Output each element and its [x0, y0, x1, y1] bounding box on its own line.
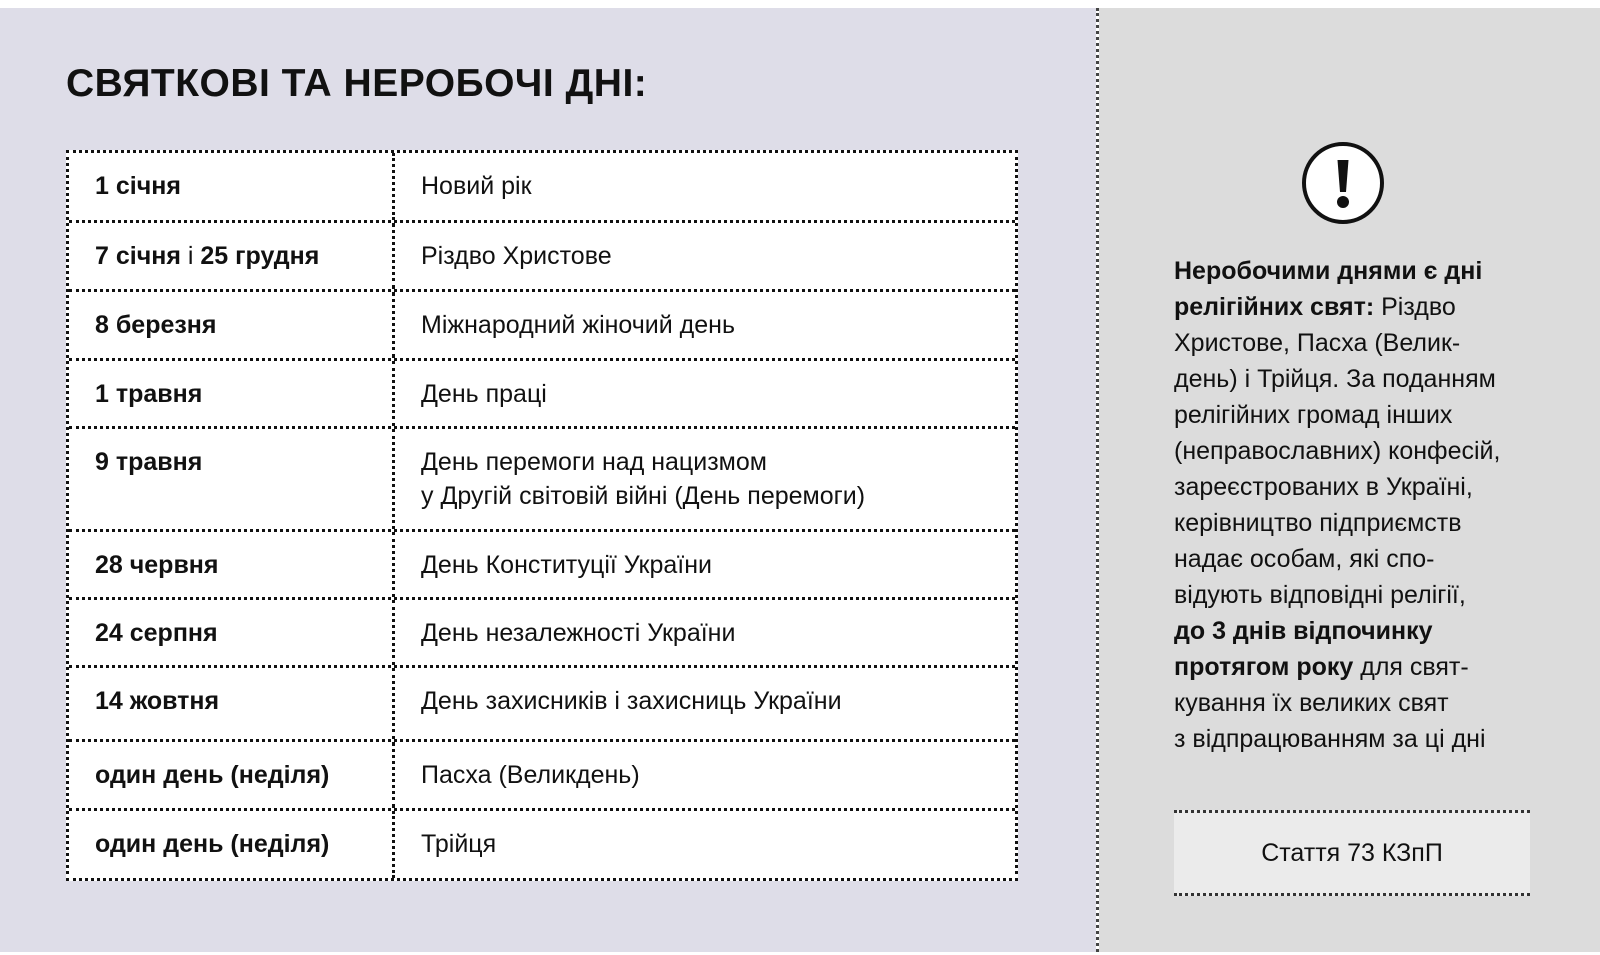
table-row: [69, 532, 1015, 600]
law-reference: Стаття 73 КЗпП: [1174, 810, 1530, 896]
holiday-date: 9 травня: [69, 429, 395, 529]
note-text: відують відповідні релігії,: [1174, 581, 1466, 609]
note-line: [1174, 577, 1554, 613]
table-row: [69, 742, 1015, 811]
holiday-name: Різдво Христове: [421, 242, 612, 270]
note-text: релігійних громад інших: [1174, 401, 1453, 429]
exclamation-circle-icon: [1302, 142, 1384, 224]
holiday-name: Новий рік: [421, 172, 532, 200]
holiday-date: 8 березня: [69, 292, 395, 358]
holiday-date: 24 серпня: [69, 600, 395, 665]
table-row: [69, 811, 1015, 878]
page: [0, 8, 1600, 952]
note-line: [1174, 613, 1554, 649]
note-line: [1174, 649, 1554, 685]
note-text: кування їх великих свят: [1174, 689, 1449, 717]
holiday-date: [69, 223, 395, 289]
table-row: [69, 429, 1015, 532]
note-text: керівництво підприємств: [1174, 509, 1462, 537]
note-line: [1174, 469, 1554, 505]
holiday-name: Пасха (Великдень): [421, 761, 640, 789]
holiday-date-connector: і: [180, 242, 201, 270]
holiday-date: 1 травня: [69, 361, 395, 426]
note-text: для свят-: [1353, 653, 1469, 681]
note-text: (неправославних) конфесій,: [1174, 437, 1501, 465]
holiday-date: 28 червня: [69, 532, 395, 597]
holiday-date-first: 7 січня: [95, 242, 181, 270]
holiday-name-line: у Другій світовій війні (День перемоги): [421, 482, 866, 510]
holiday-name: День захисників і захисниць України: [421, 687, 842, 715]
note-line: [1174, 505, 1554, 541]
note-line: [1174, 397, 1554, 433]
table-row: [69, 292, 1015, 361]
note-text: Христове, Пасха (Велик-: [1174, 329, 1461, 357]
note-line: [1174, 361, 1554, 397]
holiday-name: День Конституції України: [421, 551, 713, 579]
note-bold-text: до 3 днів відпочинку: [1174, 617, 1433, 645]
note-bold-text: релігійних свят:: [1174, 293, 1375, 321]
holiday-name: Міжнародний жіночий день: [421, 311, 736, 339]
note-text: Різдво: [1374, 293, 1456, 321]
note-line: [1174, 685, 1554, 721]
note-text: з відпрацюванням за ці дні: [1174, 725, 1486, 753]
holiday-name: Трійця: [421, 830, 497, 858]
note-line: [1174, 433, 1554, 469]
holiday-date: один день (неділя): [69, 811, 395, 878]
holiday-date: один день (неділя): [69, 742, 395, 808]
table-row: [69, 668, 1015, 742]
holiday-name: День незалежності України: [421, 619, 736, 647]
holidays-panel: [0, 8, 1096, 952]
holiday-date: 14 жовтня: [69, 668, 395, 739]
non-working-days-note: [1174, 253, 1554, 757]
note-line: [1174, 253, 1554, 289]
note-bold-text: протягом року: [1174, 653, 1354, 681]
table-row: [69, 600, 1015, 668]
holiday-name-line: День перемоги над нацизмом: [421, 448, 767, 476]
holidays-table: [66, 150, 1018, 881]
page-title: СВЯТКОВІ ТА НЕРОБОЧІ ДНІ:: [66, 62, 648, 105]
table-row: [69, 153, 1015, 223]
note-line: [1174, 289, 1554, 325]
holiday-date: 1 січня: [69, 153, 395, 220]
note-line: [1174, 541, 1554, 577]
note-text: надає особам, які спо-: [1174, 545, 1435, 573]
note-text: зареєстрованих в Україні,: [1174, 473, 1473, 501]
holiday-date-second: 25 грудня: [200, 242, 320, 270]
note-line: [1174, 721, 1554, 757]
table-row: [69, 361, 1015, 429]
note-line: [1174, 325, 1554, 361]
note-text: день) і Трійця. За поданням: [1174, 365, 1496, 393]
note-bold-text: Неробочими днями є дні: [1174, 257, 1483, 285]
table-row: [69, 223, 1015, 292]
holiday-name: День праці: [421, 380, 547, 408]
holiday-name: [395, 429, 1015, 529]
